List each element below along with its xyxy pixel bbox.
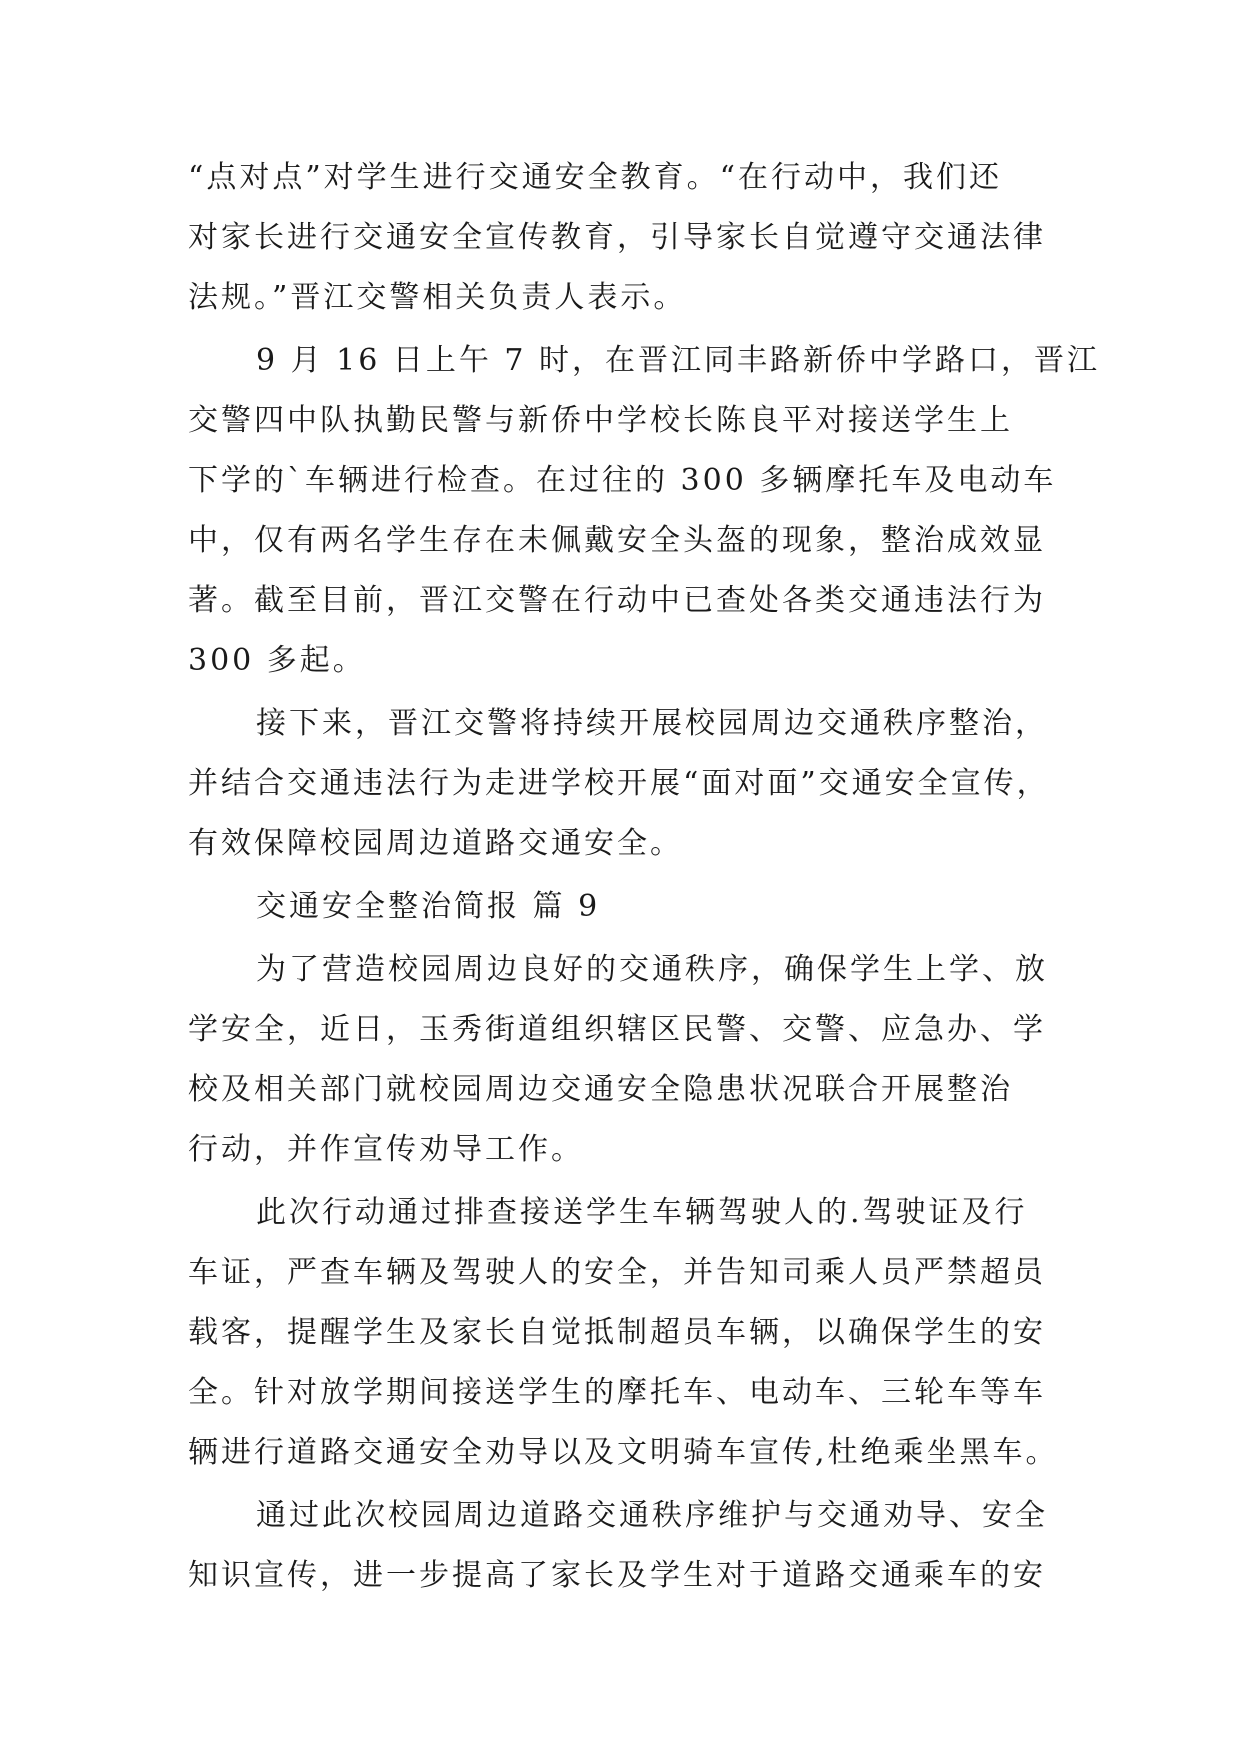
text-line: 下学的`车辆进行检查。在过往的 300 多辆摩托车及电动车 bbox=[188, 463, 1057, 498]
text-line: 载客，提醒学生及家长自觉抵制超员车辆，以确保学生的安 bbox=[188, 1315, 1046, 1350]
text-line: “点对点”对学生进行交通安全教育。“在行动中，我们还 bbox=[188, 160, 1003, 195]
paragraph-3 bbox=[188, 694, 1054, 874]
text-line: 对家长进行交通安全宣传教育，引导家长自觉遵守交通法律 bbox=[188, 220, 1046, 255]
text-line: 接下来，晋江交警将持续开展校园周边交通秩序整治， bbox=[256, 706, 1048, 741]
text-line: 行动，并作宣传劝导工作。 bbox=[188, 1132, 584, 1167]
text-line: 有效保障校园周边道路交通安全。 bbox=[188, 826, 683, 861]
section-title: 交通安全整治简报 篇 9 bbox=[256, 889, 601, 924]
text-line: 知识宣传，进一步提高了家长及学生对于道路交通乘车的安 bbox=[188, 1558, 1046, 1593]
paragraph-4 bbox=[188, 940, 1054, 1180]
text-line: 通过此次校园周边道路交通秩序维护与交通劝导、安全 bbox=[256, 1498, 1048, 1533]
document-body bbox=[188, 148, 1101, 1606]
text-line: 法规。”晋江交警相关负责人表示。 bbox=[188, 280, 687, 315]
paragraph-6 bbox=[188, 1486, 1054, 1606]
text-line: 此次行动通过排查接送学生车辆驾驶人的.驾驶证及行 bbox=[256, 1195, 1028, 1230]
section-heading bbox=[188, 877, 1054, 937]
text-line: 辆进行道路交通安全劝导以及文明骑车宣传,杜绝乘坐黑车。 bbox=[188, 1435, 1059, 1470]
text-line: 300 多起。 bbox=[188, 643, 366, 678]
text-line: 全。针对放学期间接送学生的摩托车、电动车、三轮车等车 bbox=[188, 1375, 1046, 1410]
paragraph-2 bbox=[188, 331, 1101, 691]
text-line: 为了营造校园周边良好的交通秩序，确保学生上学、放 bbox=[256, 952, 1048, 987]
paragraph-1 bbox=[188, 148, 1054, 328]
paragraph-5 bbox=[188, 1183, 1059, 1483]
text-line: 交警四中队执勤民警与新侨中学校长陈良平对接送学生上 bbox=[188, 403, 1013, 438]
text-line: 学安全，近日，玉秀街道组织辖区民警、交警、应急办、学 bbox=[188, 1012, 1046, 1047]
text-line: 校及相关部门就校园周边交通安全隐患状况联合开展整治 bbox=[188, 1072, 1013, 1107]
text-line: 中，仅有两名学生存在未佩戴安全头盔的现象，整治成效显 bbox=[188, 523, 1046, 558]
text-line: 并结合交通违法行为走进学校开展“面对面”交通安全宣传， bbox=[188, 766, 1050, 801]
text-line: 车证，严查车辆及驾驶人的安全，并告知司乘人员严禁超员 bbox=[188, 1255, 1046, 1290]
text-line: 著。截至目前，晋江交警在行动中已查处各类交通违法行为 bbox=[188, 583, 1046, 618]
text-line: 9 月 16 日上午 7 时，在晋江同丰路新侨中学路口，晋江 bbox=[256, 343, 1101, 378]
